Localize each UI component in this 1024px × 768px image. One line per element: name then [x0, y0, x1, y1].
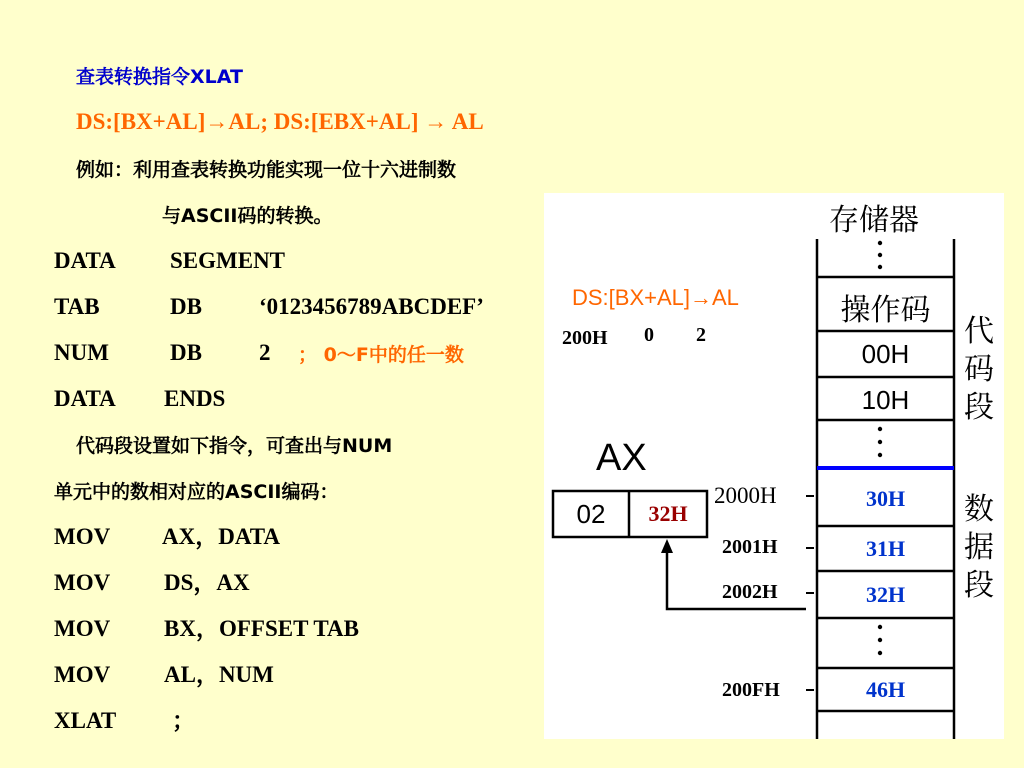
- ax-label: AX: [596, 437, 647, 479]
- description-line-1: 代码段设置如下指令，可查出与NUM: [76, 435, 393, 457]
- memory-title: 存储器: [829, 204, 919, 237]
- data-cell-2002h: 32H: [865, 582, 906, 607]
- data-address-2002h: 2002H: [722, 581, 778, 603]
- code-cell-10h: 10H: [861, 385, 910, 415]
- data-cell-200fh: 46H: [865, 677, 906, 702]
- opcode-byte-1: 0: [644, 324, 654, 346]
- example-line-2: 与ASCII码的转换。: [162, 205, 333, 227]
- xlat-formula: DS:[BX+AL]→AL; DS:[EBX+AL] → AL: [76, 109, 484, 134]
- data-address-2000h: 2000H: [714, 483, 777, 508]
- data-segment-label: 数据段: [964, 493, 994, 602]
- ax-low-byte: 32H: [648, 501, 688, 526]
- data-address-2001h: 2001H: [722, 536, 778, 558]
- code-cell-00h: 00H: [861, 339, 910, 369]
- figure-formula: DS:[BX+AL]→AL: [572, 285, 739, 310]
- memory-diagram: [544, 193, 1004, 739]
- example-line-1: 例如：利用查表转换功能实现一位十六进制数: [76, 159, 457, 181]
- num-comment: ； 0～F中的任一数: [298, 344, 464, 366]
- data-cell-2001h: 31H: [865, 536, 906, 561]
- code-segment-label: 代码段: [964, 315, 994, 424]
- opcode-address: 200H: [562, 327, 608, 349]
- description-line-2: 单元中的数相对应的ASCII编码：: [54, 481, 339, 503]
- ax-high-byte: 02: [576, 499, 606, 529]
- data-address-200fh: 200FH: [722, 679, 780, 701]
- opcode-byte-2: 2: [696, 324, 706, 346]
- slide-title: 查表转换指令XLAT: [76, 66, 243, 88]
- opcode-cell: 操作码: [840, 294, 931, 327]
- data-cell-2000h: 30H: [865, 486, 906, 511]
